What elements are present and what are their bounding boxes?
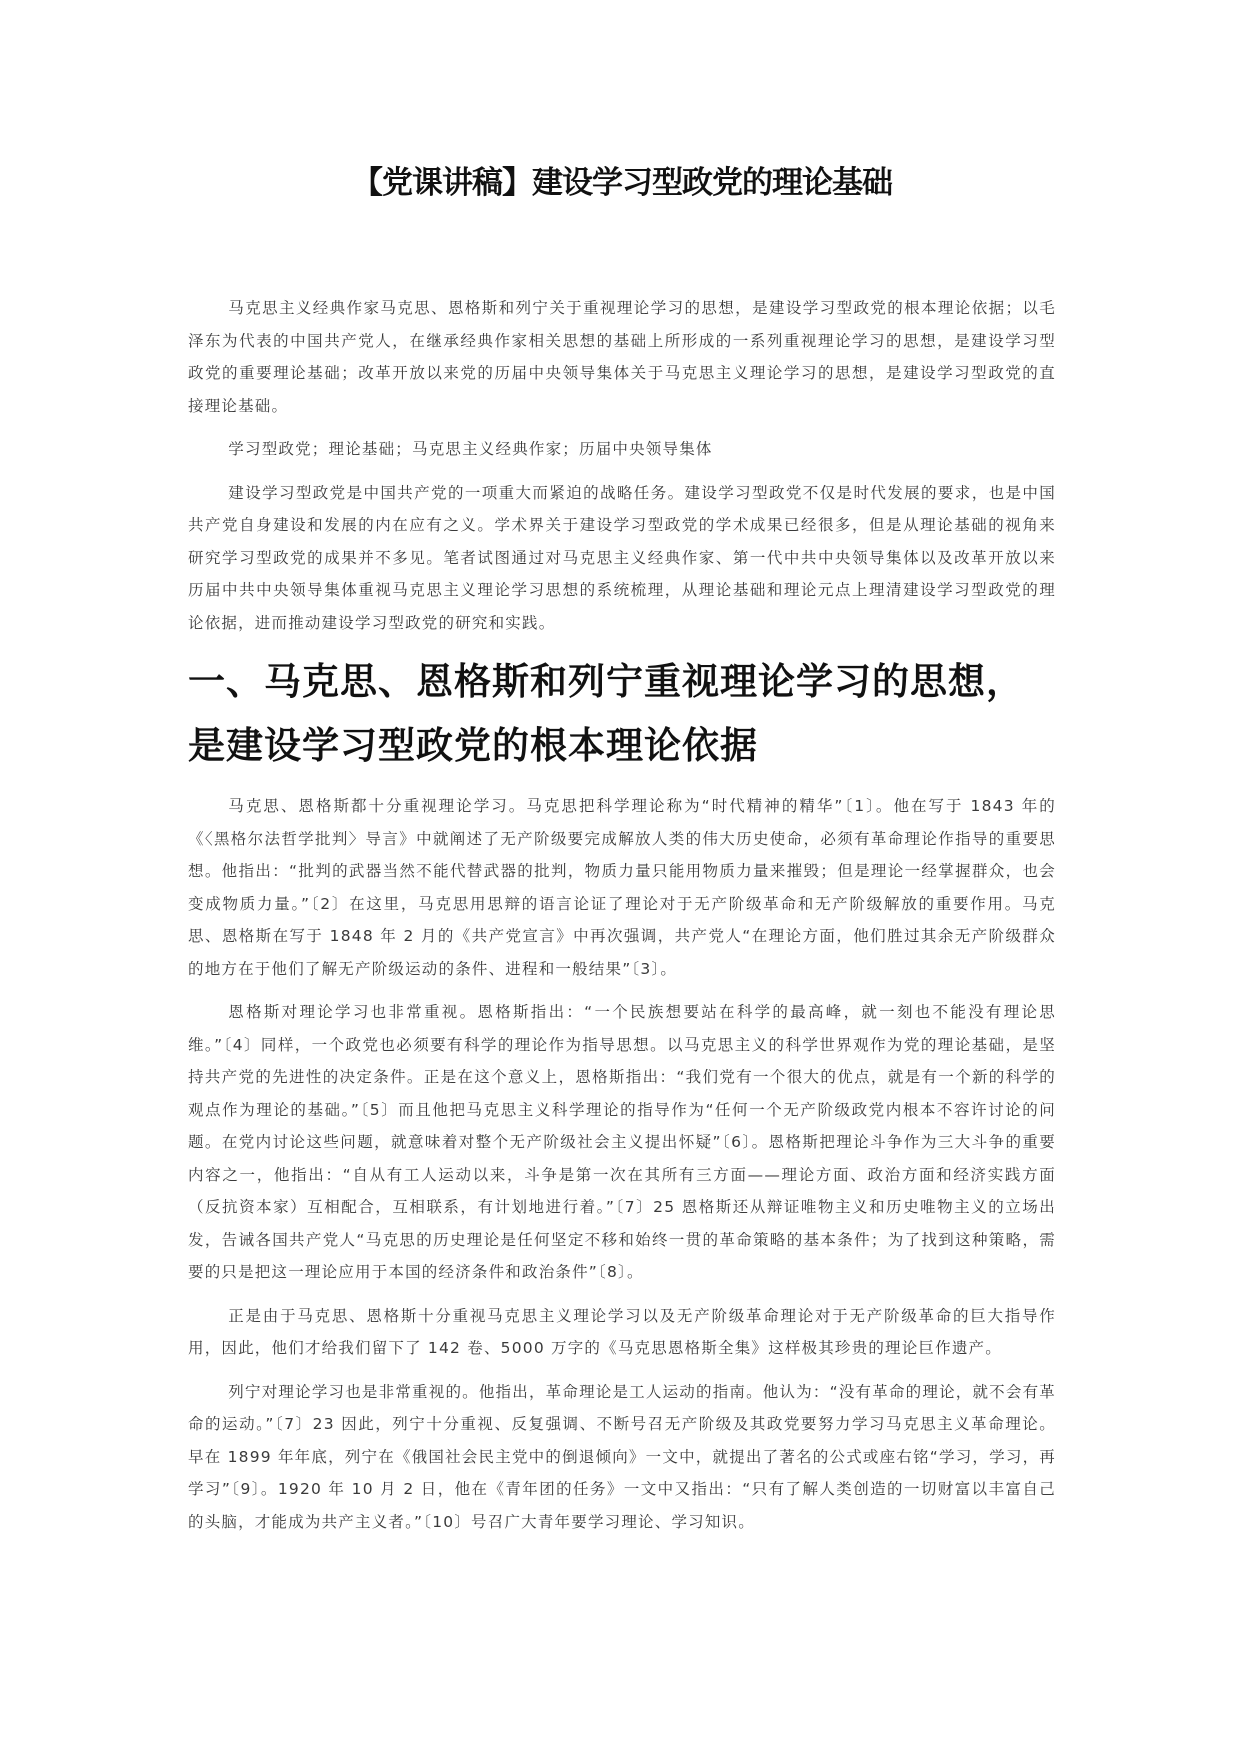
abstract-paragraph: 马克思主义经典作家马克思、恩格斯和列宁关于重视理论学习的思想，是建设学习型政党的根本理论依据；以毛泽东为代表的中国共产党人，在继承经典作家相关思想的基础上所形成的一系列重视理论学习的思想，是建设学习型政党的重要理论基础；改革开放以来党的历届中央领导集体关于马克思主义理论学习的思想，是建设学习型政党的直接理论基础。: [188, 299, 1056, 415]
document-title: 【党课讲稿】建设学习型政党的理论基础: [352, 165, 892, 201]
body-paragraph: 恩格斯对理论学习也非常重视。恩格斯指出：“一个民族想要站在科学的最高峰，就一刻也不能没有理论思维。”〔4〕同样，一个政党也必须要有科学的理论作为指导思想。以马克思主义的科学世界观作为党的理论基础，是坚持共产党的先进性的决定条件。正是在这个意义上，恩格斯指出：“我们党有一个很大的优点，就是有一个新的科学的观点作为理论的基础。”〔5〕而且他把马克思主义科学理论的指导作为“任何一个无产阶级政党内根本不容许讨论的问题。在党内讨论这些问题，就意味着对整个无产阶级社会主义提出怀疑”〔6〕。恩格斯把理论斗争作为三大斗争的重要内容之一，他指出：“自从有工人运动以来，斗争是第一次在其所有三方面——理论方面、政治方面和经济实践方面（反抗资本家）互相配合，互相联系，有计划地进行着。”〔7〕25 恩格斯还从辩证唯物主义和历史唯物主义的立场出发，告诫各国共产党人“马克思的历史理论是任何坚定不移和始终一贯的革命策略的基本条件；为了找到这种策略，需要的只是把这一理论应用于本国的经济条件和政治条件”〔8〕。: [188, 1003, 1056, 1281]
document-page: [188, 160, 1056, 1549]
body-paragraph: 正是由于马克思、恩格斯十分重视马克思主义理论学习以及无产阶级革命理论对于无产阶级革命的巨大指导作用，因此，他们才给我们留下了 142 卷、5000 万字的《马克思恩格斯全集》这样极其珍贵的理论巨作遗产。: [188, 1306, 1056, 1357]
body-paragraph: 马克思、恩格斯都十分重视理论学习。马克思把科学理论称为“时代精神的精华”〔1〕。他在写于 1843 年的《〈黑格尔法哲学批判〉导言》中就阐述了无产阶级要完成解放人类的伟大历史使命，必须有革命理论作指导的重要思想。他指出：“批判的武器当然不能代替武器的批判，物质力量只能用物质力量来摧毁；但是理论一经掌握群众，也会变成物质力量。”〔2〕在这里，马克思用思辩的语言论证了理论对于无产阶级革命和无产阶级解放的重要作用。马克思、恩格斯在写于 1848 年 2 月的《共产党宣言》中再次强调，共产党人“在理论方面，他们胜过其余无产阶级群众的地方在于他们了解无产阶级运动的条件、进程和一般结果”〔3〕。: [188, 797, 1056, 978]
body-paragraph: 列宁对理论学习也是非常重视的。他指出，革命理论是工人运动的指南。他认为：“没有革命的理论，就不会有革命的运动。”〔7〕23 因此，列宁十分重视、反复强调、不断号召无产阶级及其政党要努力学习马克思主义革命理论。早在 1899 年年底，列宁在《俄国社会民主党中的倒退倾向》一文中，就提出了著名的公式或座右铭“学习，学习，再学习”〔9〕。1920 年 10 月 2 日，他在《青年团的任务》一文中又指出：“只有了解人类创造的一切财富以丰富自己的头脑，才能成为共产主义者。”〔10〕号召广大青年要学习理论、学习知识。: [188, 1382, 1056, 1531]
keywords-paragraph: 学习型政党；理论基础；马克思主义经典作家；历届中央领导集体: [228, 440, 713, 458]
intro-paragraph: 建设学习型政党是中国共产党的一项重大而紧迫的战略任务。建设学习型政党不仅是时代发展的要求，也是中国共产党自身建设和发展的内在应有之义。学术界关于建设学习型政党的学术成果已经很多，但是从理论基础的视角来研究学习型政党的成果并不多见。笔者试图通过对马克思主义经典作家、第一代中共中央领导集体以及改革开放以来历届中共中央领导集体重视马克思主义理论学习思想的系统梳理，从理论基础和理论元点上理清建设学习型政党的理论依据，进而推动建设学习型政党的研究和实践。: [188, 483, 1056, 632]
section-heading: 一、马克思、恩格斯和列宁重视理论学习的思想，是建设学习型政党的根本理论依据: [188, 660, 1024, 767]
